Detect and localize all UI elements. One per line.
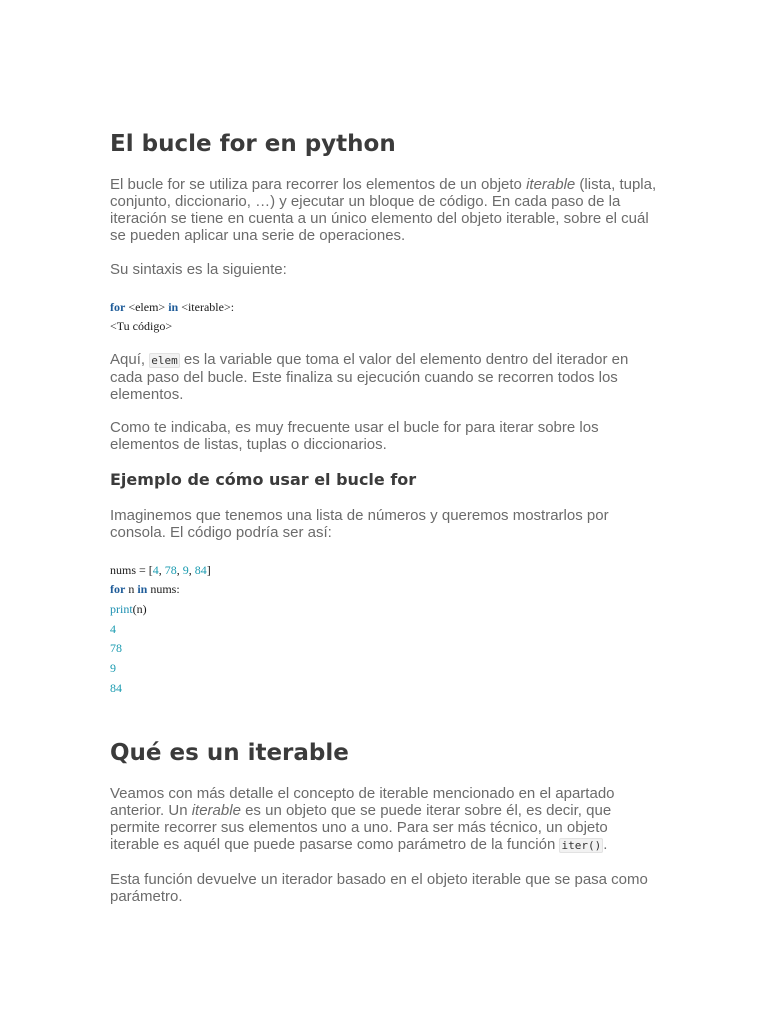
code-number: 78: [164, 563, 177, 577]
syntax-iterable: <iterable>:: [178, 300, 235, 314]
elem-explanation: [110, 351, 658, 403]
code-arg: n: [136, 602, 143, 616]
syntax-code-line-2: <Tu código>: [110, 319, 173, 333]
iterable-text-a: Veamos con más detalle el concepto de iterable mencionado en el apartado anterior. Un: [110, 785, 615, 819]
output-line: 9: [110, 661, 116, 675]
code-line-for: [110, 582, 180, 597]
intro-emphasis: iterable: [526, 176, 576, 193]
intro-paragraph: [110, 176, 658, 244]
code-sep: ,: [176, 563, 183, 577]
code-number: 84: [194, 563, 207, 577]
code-line-print: [110, 602, 147, 617]
example-heading: Ejemplo de cómo usar el bucle for: [110, 470, 417, 489]
iterable-text-b: es un objeto que se puede iterar sobre él, es decir, que permite recorrer sus elementos uno a uno. Para ser más técnico, un objeto iterable es aquél que puede pasarse como parámetro de la función: [110, 802, 612, 853]
code-number: 4: [152, 563, 159, 577]
keyword-in: in: [168, 300, 179, 314]
keyword-for: for: [110, 300, 126, 314]
output-line: 84: [110, 681, 122, 695]
output-line: 4: [110, 622, 116, 636]
syntax-code-line-1: [110, 300, 234, 315]
keyword-for: for: [110, 582, 126, 596]
iterable-paragraph: [110, 785, 658, 854]
section-title-bucle-for: El bucle for en python: [110, 131, 396, 157]
code-paren: ): [142, 602, 147, 616]
iterable-emphasis: iterable: [191, 802, 241, 819]
inline-code-elem: elem: [151, 354, 178, 367]
syntax-intro: Su sintaxis es la siguiente:: [110, 261, 287, 278]
explain-text-b: es la variable que toma el valor del elemento dentro del iterador en cada paso del bucle. Este finaliza su ejecución cuando se recorren todos los elementos.: [110, 351, 629, 403]
keyword-in: in: [137, 582, 148, 596]
code-number: 9: [182, 563, 189, 577]
code-assign: nums = [: [110, 563, 153, 577]
code-line-nums: [110, 563, 211, 578]
code-sep: ,: [158, 563, 165, 577]
intro-text-a: El bucle for se utiliza para recorrer los elementos de un objeto: [110, 176, 527, 193]
code-var: n: [125, 582, 138, 596]
code-paren: (: [132, 602, 137, 616]
explain-text-a: Aquí,: [110, 351, 150, 368]
iterable-text-c: .: [603, 836, 608, 853]
iterator-paragraph: Esta función devuelve un iterador basado en el objeto iterable que se pasa como parámetro.: [110, 871, 648, 905]
inline-code-iter: iter(): [561, 839, 602, 852]
code-sep: ,: [188, 563, 195, 577]
intro-text-b: (lista, tupla, conjunto, diccionario, …) y ejecutar un bloque de código. En cada paso de la iteración se tiene en cuenta a un único elemento del objeto iterable, sobre el cuál se pueden aplicar una serie de operaciones.: [110, 176, 657, 244]
code-target: nums:: [147, 582, 180, 596]
code-close: ]: [206, 563, 211, 577]
code-function: print: [110, 602, 133, 616]
section-title-iterable: Qué es un iterable: [110, 740, 349, 766]
usage-note: Como te indicaba, es muy frecuente usar el bucle for para iterar sobre los elementos de listas, tuplas o diccionarios.: [110, 419, 599, 453]
syntax-elem: <elem>: [125, 300, 169, 314]
output-line: 78: [110, 641, 122, 655]
example-intro: Imaginemos que tenemos una lista de números y queremos mostrarlos por consola. El código podría ser así:: [110, 507, 609, 541]
